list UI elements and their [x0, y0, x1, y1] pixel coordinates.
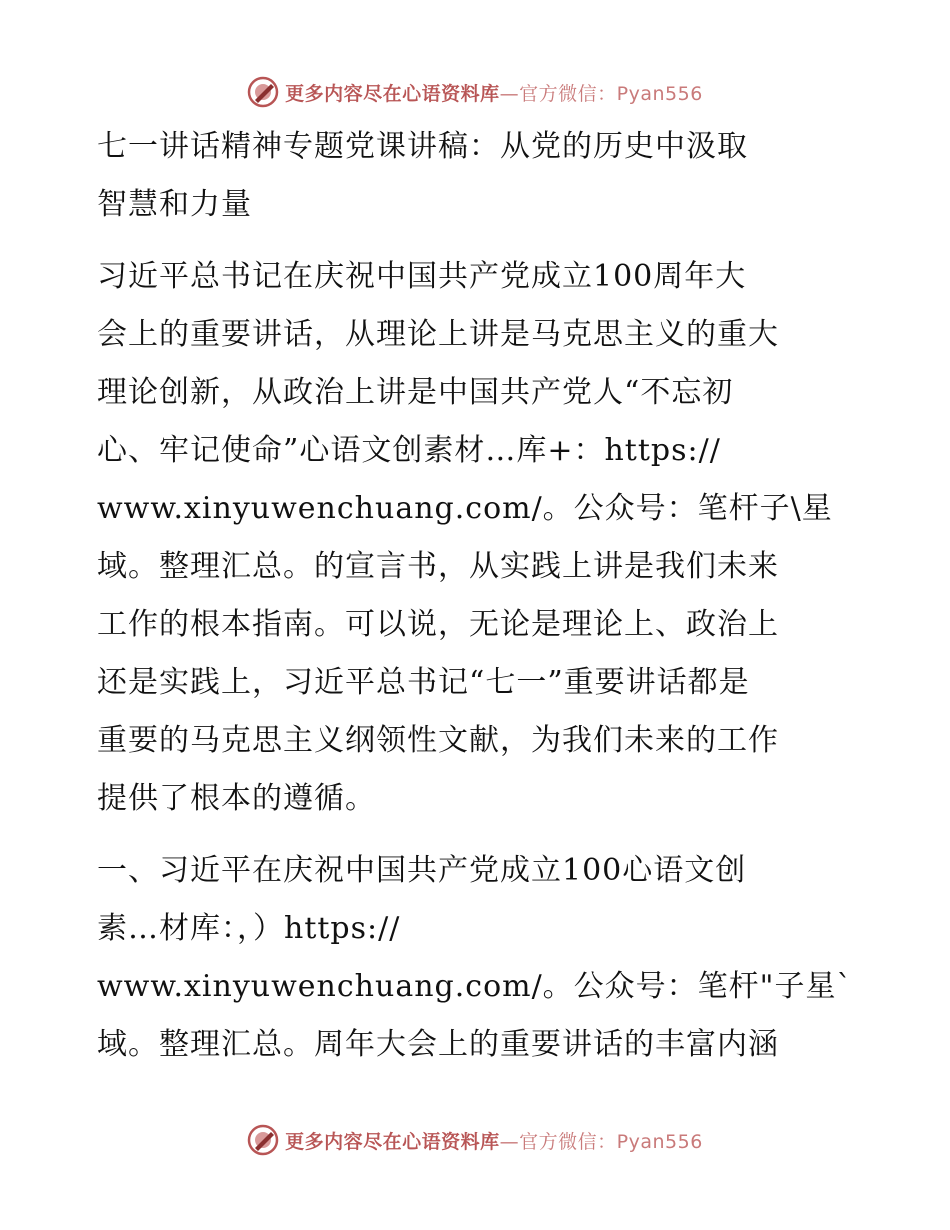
paragraph-line: 提供了根本的遵循。	[97, 781, 376, 816]
paragraph-line: 会上的重要讲话，从理论上讲是马克思主义的重大	[97, 317, 779, 352]
paragraph-section-one	[97, 842, 857, 1074]
logo-icon	[247, 76, 279, 108]
footer-banner-rest: —官方微信：Pyan556	[499, 1130, 703, 1153]
paragraph-line: 重要的马克思主义纲领性文献，为我们未来的工作	[97, 723, 779, 758]
title-line: 智慧和力量	[97, 187, 252, 222]
paragraph-line: 域。整理汇总。周年大会上的重要讲话的丰富内涵	[97, 1027, 779, 1062]
paragraph-line: www.xinyuwenchuang.com/。公众号：笔杆"子星`	[97, 969, 853, 1004]
footer-banner	[0, 1118, 950, 1162]
paragraph-line: 心、牢记使命”心语文创素材…库+：https://	[97, 433, 721, 468]
paragraph-line: 一、习近平在庆祝中国共产党成立100心语文创	[97, 853, 747, 888]
title-line: 七一讲话精神专题党课讲稿：从党的历史中汲取	[97, 129, 748, 164]
header-banner	[0, 70, 950, 114]
paragraph-line: 还是实践上，习近平总书记“七一”重要讲话都是	[97, 665, 750, 700]
paragraph-line: 域。整理汇总。的宣言书，从实践上讲是我们未来	[97, 549, 779, 584]
paragraph-line: www.xinyuwenchuang.com/。公众号：笔杆子\星	[97, 491, 833, 526]
document-body	[97, 118, 857, 1074]
logo-icon	[247, 1124, 279, 1156]
header-banner-rest: —官方微信：Pyan556	[499, 82, 703, 105]
header-banner-text	[285, 79, 703, 106]
paragraph-line: 素…材库：，）https://	[97, 911, 401, 946]
paragraph-line: 理论创新，从政治上讲是中国共产党人“不忘初	[97, 375, 734, 410]
header-banner-main: 更多内容尽在心语资料库	[285, 82, 500, 105]
paragraph-line: 工作的根本指南。可以说，无论是理论上、政治上	[97, 607, 779, 642]
footer-banner-main: 更多内容尽在心语资料库	[285, 1130, 500, 1153]
document-title	[97, 118, 857, 234]
paragraph-intro	[97, 248, 857, 828]
paragraph-line: 习近平总书记在庆祝中国共产党成立100周年大	[97, 259, 747, 294]
footer-banner-text	[285, 1127, 703, 1154]
